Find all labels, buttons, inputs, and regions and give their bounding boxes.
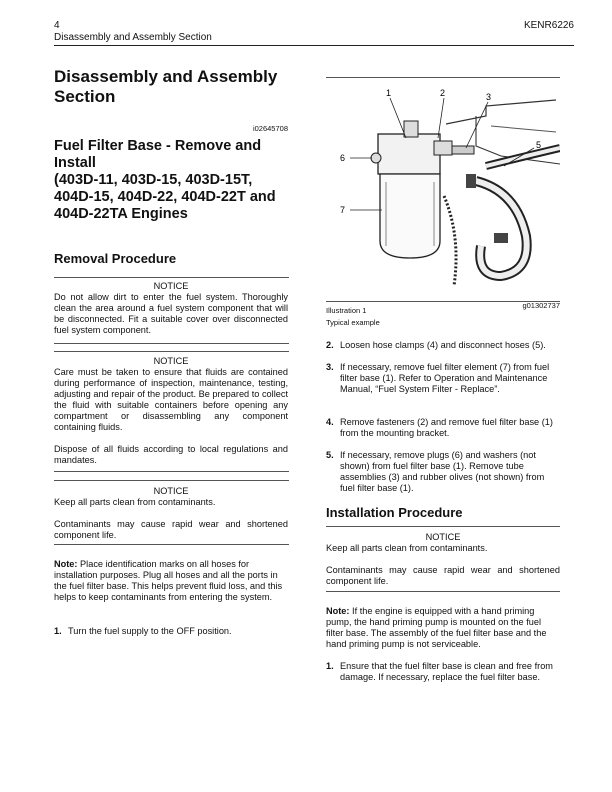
notice3-top-rule — [54, 480, 289, 481]
removal-step-1 — [54, 626, 288, 637]
step-number: 3. — [326, 362, 334, 372]
topic-heading — [54, 138, 288, 223]
hose-clamp-lower — [494, 233, 508, 243]
installation-heading-block — [326, 505, 560, 520]
step-text: Loosen hose clamps (4) and disconnect hoses (5). — [340, 340, 546, 350]
running-title: Disassembly and Assembly Section — [54, 32, 212, 43]
callout-leader-1 — [390, 98, 406, 138]
step-text: If necessary, remove plugs (6) and washers (not shown) from fuel filter base (1). Remove tube assemblies (3) and rubber olives (not shown) from fuel filter base (1). — [340, 450, 545, 493]
notice2-text: Care must be taken to ensure that fluids are contained during performance of inspection, maintenance, testing, adjusting and repair of the product. Be prepared to collect the fluid with suitable containers before opening any compartment or disassembling any component containing fluids. — [54, 367, 288, 432]
notice3-bottom-rule — [54, 544, 289, 545]
engine-edge-2 — [491, 126, 556, 132]
notice1-label: NOTICE — [153, 281, 189, 291]
removal-step-4 — [326, 417, 560, 439]
install-notice-text2: Contaminants may cause rapid wear and shortened component life. — [326, 565, 560, 586]
tube-assembly — [452, 146, 474, 154]
step-text: Ensure that the fuel filter base is clean and free from damage. If necessary, replace the fuel filter base. — [340, 661, 553, 682]
notice2-label: NOTICE — [153, 356, 189, 366]
notice1 — [54, 281, 288, 336]
filter-base — [378, 134, 440, 174]
install-note-label: Note: — [326, 606, 350, 616]
step-number: 5. — [326, 450, 334, 460]
figure-caption: Typical example — [326, 318, 380, 327]
plug — [371, 153, 381, 163]
illustration-label: Illustration 1 — [326, 306, 367, 315]
step-text: Turn the fuel supply to the OFF position. — [68, 626, 232, 636]
reference-id: i02645708 — [252, 124, 288, 133]
callout-3: 3 — [486, 92, 492, 102]
section-title: Disassembly and Assembly Section — [54, 67, 278, 106]
notice2-top-rule — [54, 351, 289, 352]
notice3-text: Keep all parts clean from contaminants. — [54, 497, 216, 507]
notice3-text2: Contaminants may cause rapid wear and shortened component life. — [54, 519, 288, 540]
page-number: 4 — [54, 20, 60, 31]
filter-element — [380, 174, 440, 258]
figure-top-rule — [326, 77, 560, 78]
install-notice-top-rule — [326, 526, 560, 527]
left-column — [54, 67, 288, 107]
removal-heading: Removal Procedure — [54, 251, 177, 266]
callout-6: 6 — [340, 153, 346, 163]
note-label: Note: — [54, 559, 78, 569]
removal-step-5 — [326, 450, 560, 494]
removal-step-2 — [326, 340, 560, 351]
notice3-label: NOTICE — [153, 486, 189, 496]
note-text: Place identification marks on all hoses for installation purposes. Plug all hoses and all the ports in the fuel filter base. This helps prevent fluid loss, and this helps to keep contaminants from entering the system. — [54, 559, 283, 602]
belt — [444, 196, 456, 286]
install-note-text: If the engine is equipped with a hand priming pump, the hand priming pump is mounted on the fuel filter base. The assembly of the fuel filter base and the hand priming pump is not serviceable. — [326, 606, 547, 649]
callout-1: 1 — [386, 88, 392, 98]
topic-models: (403D-11, 403D-15, 403D-15T, 404D-15, 404D-22, 404D-22T and 404D-22TA Engines — [54, 172, 276, 222]
removal-note — [54, 559, 288, 603]
bracket-line — [446, 100, 556, 124]
callout-7: 7 — [340, 205, 346, 215]
notice2-bottom-rule — [54, 471, 289, 472]
image-code: g01302737 — [522, 301, 560, 310]
callout-leader-3 — [466, 102, 488, 148]
install-notice-text: Keep all parts clean from contaminants. — [326, 543, 488, 553]
document-code: KENR6226 — [523, 20, 574, 31]
notice2-text2: Dispose of all fluids according to local regulations and mandates. — [54, 444, 288, 465]
notice1-top-rule — [54, 277, 289, 278]
callout-leader-2 — [438, 98, 444, 138]
topic-title: Fuel Filter Base - Remove and Install — [54, 138, 262, 171]
notice3 — [54, 486, 288, 541]
hose-upper-inner — [486, 148, 560, 166]
step-text: If necessary, remove fuel filter element (7) from fuel filter base (1). Refer to Operation and Maintenance Manual, “Fuel System Filter - Replace”. — [340, 362, 550, 394]
step-number: 2. — [326, 340, 334, 350]
filter-top-fitting — [404, 121, 418, 137]
notice1-bottom-rule — [54, 343, 289, 344]
removal-heading-block — [54, 251, 288, 266]
installation-heading: Installation Procedure — [326, 505, 463, 520]
install-notice-bottom-rule — [326, 591, 560, 592]
header-rule — [54, 45, 574, 46]
fuel-filter-illustration — [326, 86, 560, 298]
step-text: Remove fasteners (2) and remove fuel filter base (1) from the mounting bracket. — [340, 417, 553, 438]
install-notice-label: NOTICE — [425, 532, 461, 542]
step-number: 4. — [326, 417, 334, 427]
install-note — [326, 606, 560, 650]
install-step-1 — [326, 661, 560, 683]
step-number: 1. — [326, 661, 334, 671]
install-notice — [326, 532, 560, 587]
notice2 — [54, 356, 288, 466]
outlet-fitting — [434, 141, 452, 155]
hose-clamp — [466, 174, 476, 188]
callout-5: 5 — [536, 140, 542, 150]
removal-step-3 — [326, 362, 560, 395]
callout-2: 2 — [440, 88, 446, 98]
notice1-text: Do not allow dirt to enter the fuel system. Thoroughly clean the area around a fuel system component that will be disconnected. Fit a suitable cover over disconnected fuel system component. — [54, 292, 288, 335]
step-number: 1. — [54, 626, 62, 636]
